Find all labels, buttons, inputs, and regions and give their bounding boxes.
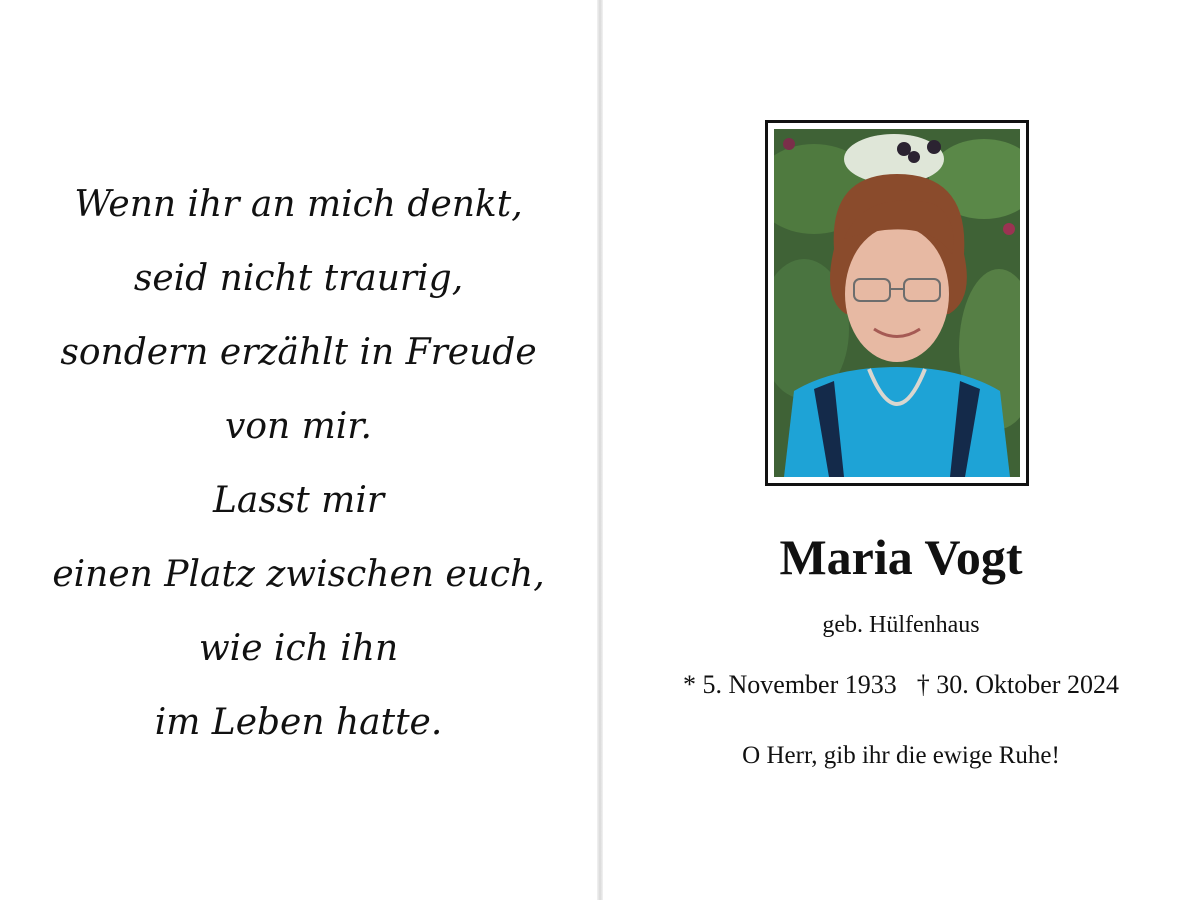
poem-line-8: im Leben hatte.	[154, 702, 443, 743]
portrait-illustration	[774, 129, 1020, 477]
prayer-text: O Herr, gib ihr die ewige Ruhe!	[742, 742, 1060, 769]
death-date: † 30. Oktober 2024	[916, 670, 1119, 699]
life-dates	[603, 670, 1199, 700]
poem-line-6: einen Platz zwischen euch,	[52, 554, 545, 595]
memorial-poem	[0, 168, 597, 760]
poem-line-4: von mir.	[225, 406, 372, 447]
left-page	[0, 0, 597, 900]
portrait-photo	[774, 129, 1020, 477]
poem-line-1: Wenn ihr an mich denkt,	[74, 184, 523, 225]
deceased-name: Maria Vogt	[779, 529, 1023, 585]
birth-date: * 5. November 1933	[683, 670, 897, 699]
portrait-frame	[765, 120, 1029, 486]
maiden-name: geb. Hülfenhaus	[822, 612, 980, 638]
poem-line-7: wie ich ihn	[198, 628, 399, 669]
right-page	[603, 0, 1199, 900]
poem-line-3: sondern erzählt in Freude	[60, 332, 537, 373]
poem-line-2: seid nicht traurig,	[133, 258, 464, 299]
poem-line-5: Lasst mir	[212, 480, 385, 521]
